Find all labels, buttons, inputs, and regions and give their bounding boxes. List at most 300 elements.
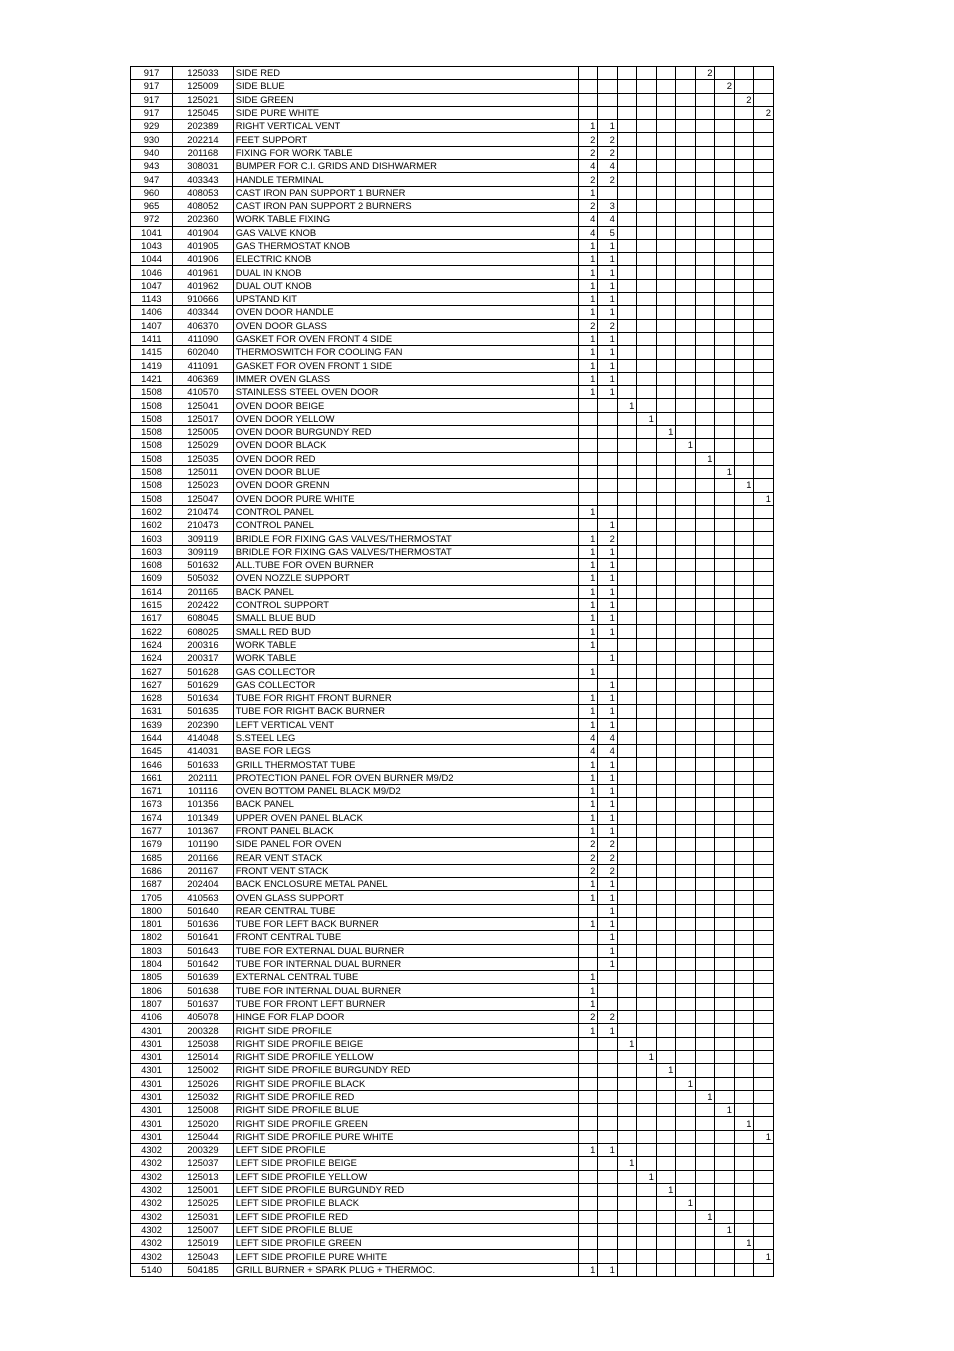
quantity-cell [734,239,754,252]
quantity-cell [754,439,774,452]
quantity-cell: 1 [656,426,676,439]
ref-number-cell: 1646 [131,758,173,771]
quantity-cell [578,931,598,944]
quantity-cell [695,492,715,505]
ref-number-cell: 4301 [131,1117,173,1130]
quantity-cell [754,598,774,611]
description-cell: LEFT SIDE PROFILE PURE WHITE [233,1250,578,1263]
quantity-cell: 1 [598,691,618,704]
quantity-cell [598,997,618,1010]
quantity-cell [754,1170,774,1183]
table-row [131,612,774,625]
quantity-cell [656,585,676,598]
ref-number-cell: 4106 [131,1011,173,1024]
quantity-cell [617,1223,637,1236]
quantity-cell [695,213,715,226]
quantity-cell: 5 [598,226,618,239]
quantity-cell [637,984,657,997]
quantity-cell [715,346,735,359]
quantity-cell [617,612,637,625]
quantity-cell [656,851,676,864]
description-cell: RIGHT SIDE PROFILE YELLOW [233,1050,578,1063]
quantity-cell [637,1263,657,1276]
quantity-cell [754,1090,774,1103]
description-cell: WORK TABLE [233,652,578,665]
part-code-cell: 125019 [173,1237,234,1250]
quantity-cell [754,997,774,1010]
quantity-cell [695,878,715,891]
description-cell: RIGHT SIDE PROFILE GREEN [233,1117,578,1130]
ref-number-cell: 1806 [131,984,173,997]
quantity-cell: 1 [578,585,598,598]
quantity-cell [695,638,715,651]
quantity-cell [754,824,774,837]
table-row [131,1197,774,1210]
quantity-cell [754,519,774,532]
quantity-cell [578,80,598,93]
description-cell: RIGHT VERTICAL VENT [233,120,578,133]
ref-number-cell: 1686 [131,864,173,877]
quantity-cell [715,1210,735,1223]
description-cell: BASE FOR LEGS [233,745,578,758]
quantity-cell [754,918,774,931]
part-code-cell: 501641 [173,931,234,944]
quantity-cell [578,1157,598,1170]
quantity-cell [656,1197,676,1210]
ref-number-cell: 1800 [131,904,173,917]
quantity-cell [637,931,657,944]
quantity-cell [676,253,696,266]
quantity-cell [637,1011,657,1024]
quantity-cell [695,665,715,678]
quantity-cell [754,386,774,399]
quantity-cell [617,1210,637,1223]
part-code-cell: 411091 [173,359,234,372]
quantity-cell [715,279,735,292]
quantity-cell [754,851,774,864]
quantity-cell [734,1263,754,1276]
quantity-cell [754,957,774,970]
quantity-cell: 2 [598,133,618,146]
quantity-cell [617,160,637,173]
ref-number-cell: 1802 [131,931,173,944]
quantity-cell [754,665,774,678]
quantity-cell [715,532,735,545]
quantity-cell [656,173,676,186]
quantity-cell: 1 [754,1130,774,1143]
ref-number-cell: 1508 [131,439,173,452]
quantity-cell [754,718,774,731]
quantity-cell: 1 [578,545,598,558]
quantity-cell [734,771,754,784]
quantity-cell [617,439,637,452]
quantity-cell [598,1223,618,1236]
ref-number-cell: 4302 [131,1170,173,1183]
part-code-cell: 210473 [173,519,234,532]
quantity-cell [715,811,735,824]
quantity-cell: 2 [578,851,598,864]
part-code-cell: 125047 [173,492,234,505]
quantity-cell: 2 [598,173,618,186]
quantity-cell [754,1183,774,1196]
quantity-cell [656,811,676,824]
part-code-cell: 406369 [173,372,234,385]
table-row [131,346,774,359]
part-code-cell: 125007 [173,1223,234,1236]
description-cell: BACK PANEL [233,585,578,598]
quantity-cell [715,997,735,1010]
quantity-cell [617,878,637,891]
quantity-cell [695,1223,715,1236]
ref-number-cell: 1627 [131,665,173,678]
quantity-cell [656,864,676,877]
quantity-cell: 1 [676,439,696,452]
quantity-cell [676,545,696,558]
quantity-cell [637,705,657,718]
quantity-cell [617,279,637,292]
quantity-cell [676,625,696,638]
quantity-cell [637,386,657,399]
quantity-cell: 1 [617,1037,637,1050]
quantity-cell [734,758,754,771]
table-row [131,1237,774,1250]
part-code-cell: 403344 [173,306,234,319]
quantity-cell: 4 [578,160,598,173]
part-code-cell: 401962 [173,279,234,292]
quantity-cell [617,465,637,478]
part-code-cell: 501629 [173,678,234,691]
ref-number-cell: 930 [131,133,173,146]
ref-number-cell: 940 [131,146,173,159]
quantity-cell [734,199,754,212]
quantity-cell [617,452,637,465]
description-cell: GRILL BURNER + SPARK PLUG + THERMOC. [233,1263,578,1276]
quantity-cell [754,279,774,292]
quantity-cell [676,665,696,678]
ref-number-cell: 1674 [131,811,173,824]
quantity-cell [656,771,676,784]
quantity-cell [617,665,637,678]
quantity-cell [734,971,754,984]
quantity-cell [617,758,637,771]
quantity-cell [637,625,657,638]
table-row [131,971,774,984]
quantity-cell [637,1130,657,1143]
quantity-cell [754,293,774,306]
quantity-cell [617,918,637,931]
part-code-cell: 608025 [173,625,234,638]
part-code-cell: 501635 [173,705,234,718]
quantity-cell [598,1090,618,1103]
table-row [131,1263,774,1276]
quantity-cell: 1 [598,904,618,917]
table-row [131,213,774,226]
part-code-cell: 125045 [173,106,234,119]
quantity-cell [656,731,676,744]
quantity-cell [734,545,754,558]
quantity-cell [754,731,774,744]
quantity-cell [617,598,637,611]
quantity-cell [656,1170,676,1183]
quantity-cell [754,838,774,851]
description-cell: TUBE FOR RIGHT FRONT BURNER [233,691,578,704]
quantity-cell: 1 [598,798,618,811]
quantity-cell [617,718,637,731]
quantity-cell [715,266,735,279]
quantity-cell [715,439,735,452]
ref-number-cell: 1639 [131,718,173,731]
description-cell: OVEN DOOR BLACK [233,439,578,452]
part-code-cell: 401904 [173,226,234,239]
quantity-cell [656,891,676,904]
quantity-cell [637,479,657,492]
quantity-cell [676,638,696,651]
quantity-cell [598,1170,618,1183]
description-cell: LEFT SIDE PROFILE BLACK [233,1197,578,1210]
quantity-cell [617,891,637,904]
quantity-cell: 1 [578,811,598,824]
quantity-cell [676,598,696,611]
quantity-cell [656,160,676,173]
description-cell: FIXING FOR WORK TABLE [233,146,578,159]
part-code-cell: 101349 [173,811,234,824]
quantity-cell [715,492,735,505]
quantity-cell [598,439,618,452]
quantity-cell: 1 [598,718,618,731]
quantity-cell [637,1183,657,1196]
quantity-cell [578,1223,598,1236]
quantity-cell [637,319,657,332]
quantity-cell [754,944,774,957]
quantity-cell [754,612,774,625]
description-cell: REAR CENTRAL TUBE [233,904,578,917]
quantity-cell [676,479,696,492]
quantity-cell [578,492,598,505]
part-code-cell: 125017 [173,412,234,425]
quantity-cell [617,731,637,744]
quantity-cell [734,412,754,425]
quantity-cell: 1 [598,545,618,558]
quantity-cell [734,106,754,119]
quantity-cell [637,691,657,704]
quantity-cell [656,1090,676,1103]
quantity-cell [656,319,676,332]
quantity-cell [715,133,735,146]
quantity-cell [617,1250,637,1263]
quantity-cell [637,1077,657,1090]
quantity-cell [676,465,696,478]
quantity-cell [754,426,774,439]
quantity-cell [637,519,657,532]
quantity-cell [598,452,618,465]
quantity-cell [715,226,735,239]
quantity-cell [578,479,598,492]
ref-number-cell: 4301 [131,1050,173,1063]
quantity-cell [656,452,676,465]
quantity-cell [617,293,637,306]
quantity-cell [676,652,696,665]
quantity-cell [695,745,715,758]
quantity-cell [637,67,657,80]
quantity-cell: 1 [578,718,598,731]
quantity-cell [695,120,715,133]
quantity-cell [656,519,676,532]
description-cell: GAS VALVE KNOB [233,226,578,239]
quantity-cell [715,638,735,651]
quantity-cell [637,346,657,359]
quantity-cell [754,120,774,133]
quantity-cell [656,1210,676,1223]
description-cell: LEFT SIDE PROFILE RED [233,1210,578,1223]
quantity-cell [637,532,657,545]
quantity-cell [715,572,735,585]
part-code-cell: 309119 [173,545,234,558]
quantity-cell [617,1024,637,1037]
quantity-cell [637,106,657,119]
quantity-cell [656,1237,676,1250]
quantity-cell [754,1011,774,1024]
quantity-cell [598,505,618,518]
table-row [131,891,774,904]
description-cell: CONTROL SUPPORT [233,598,578,611]
ref-number-cell: 1805 [131,971,173,984]
quantity-cell [598,1037,618,1050]
description-cell: GAS THERMOSTAT KNOB [233,239,578,252]
quantity-cell [578,412,598,425]
quantity-cell [598,1157,618,1170]
ref-number-cell: 1615 [131,598,173,611]
quantity-cell [754,146,774,159]
quantity-cell [715,479,735,492]
quantity-cell [734,638,754,651]
quantity-cell [695,971,715,984]
description-cell: CAST IRON PAN SUPPORT 2 BURNERS [233,199,578,212]
table-row [131,824,774,837]
part-code-cell: 410563 [173,891,234,904]
part-code-cell: 101190 [173,838,234,851]
quantity-cell [754,984,774,997]
table-row [131,997,774,1010]
ref-number-cell: 1685 [131,851,173,864]
quantity-cell [578,519,598,532]
description-cell: GASKET FOR OVEN FRONT 4 SIDE [233,332,578,345]
description-cell: LEFT SIDE PROFILE BURGUNDY RED [233,1183,578,1196]
part-code-cell: 200316 [173,638,234,651]
quantity-cell [695,1011,715,1024]
quantity-cell [695,944,715,957]
ref-number-cell: 1603 [131,545,173,558]
quantity-cell [637,1064,657,1077]
quantity-cell [715,120,735,133]
quantity-cell [715,293,735,306]
quantity-cell [695,612,715,625]
quantity-cell [715,412,735,425]
quantity-cell [617,1064,637,1077]
part-code-cell: 308031 [173,160,234,173]
quantity-cell: 1 [598,944,618,957]
quantity-cell [754,904,774,917]
part-code-cell: 125011 [173,465,234,478]
description-cell: CAST IRON PAN SUPPORT 1 BURNER [233,186,578,199]
quantity-cell [715,1037,735,1050]
quantity-cell [715,558,735,571]
quantity-cell [656,971,676,984]
ref-number-cell: 1624 [131,652,173,665]
part-code-cell: 501632 [173,558,234,571]
quantity-cell [754,638,774,651]
quantity-cell [637,1223,657,1236]
quantity-cell [695,572,715,585]
quantity-cell [715,771,735,784]
quantity-cell [734,293,754,306]
quantity-cell [578,1037,598,1050]
ref-number-cell: 4302 [131,1237,173,1250]
quantity-cell [578,904,598,917]
quantity-cell [656,1117,676,1130]
ref-number-cell: 1602 [131,519,173,532]
quantity-cell [695,997,715,1010]
quantity-cell: 1 [578,1263,598,1276]
description-cell: TUBE FOR INTERNAL DUAL BURNER [233,984,578,997]
quantity-cell [695,226,715,239]
quantity-cell [734,253,754,266]
table-row [131,293,774,306]
quantity-cell [734,386,754,399]
quantity-cell [637,1144,657,1157]
table-row [131,625,774,638]
description-cell: GASKET FOR OVEN FRONT 1 SIDE [233,359,578,372]
ref-number-cell: 1627 [131,678,173,691]
quantity-cell: 1 [715,465,735,478]
quantity-cell: 1 [598,652,618,665]
quantity-cell [676,918,696,931]
quantity-cell: 1 [578,665,598,678]
quantity-cell [676,1104,696,1117]
quantity-cell [617,1144,637,1157]
part-code-cell: 201166 [173,851,234,864]
table-row [131,904,774,917]
description-cell: OVEN DOOR BLUE [233,465,578,478]
description-cell: OVEN DOOR GLASS [233,319,578,332]
quantity-cell [637,1117,657,1130]
quantity-cell [695,824,715,837]
quantity-cell [637,1090,657,1103]
quantity-cell: 2 [578,199,598,212]
quantity-cell: 4 [578,226,598,239]
table-row [131,1104,774,1117]
quantity-cell [734,186,754,199]
quantity-cell [754,1024,774,1037]
quantity-cell [695,1237,715,1250]
quantity-cell: 2 [715,80,735,93]
quantity-cell [637,1197,657,1210]
table-row [131,918,774,931]
quantity-cell [617,1090,637,1103]
quantity-cell [656,465,676,478]
part-code-cell: 201168 [173,146,234,159]
description-cell: SIDE PANEL FOR OVEN [233,838,578,851]
quantity-cell: 1 [734,1237,754,1250]
quantity-cell [676,1117,696,1130]
table-row [131,811,774,824]
quantity-cell: 3 [598,199,618,212]
quantity-cell [715,1130,735,1143]
quantity-cell [578,1197,598,1210]
quantity-cell [578,1210,598,1223]
quantity-cell: 1 [598,918,618,931]
part-code-cell: 406370 [173,319,234,332]
ref-number-cell: 1508 [131,492,173,505]
